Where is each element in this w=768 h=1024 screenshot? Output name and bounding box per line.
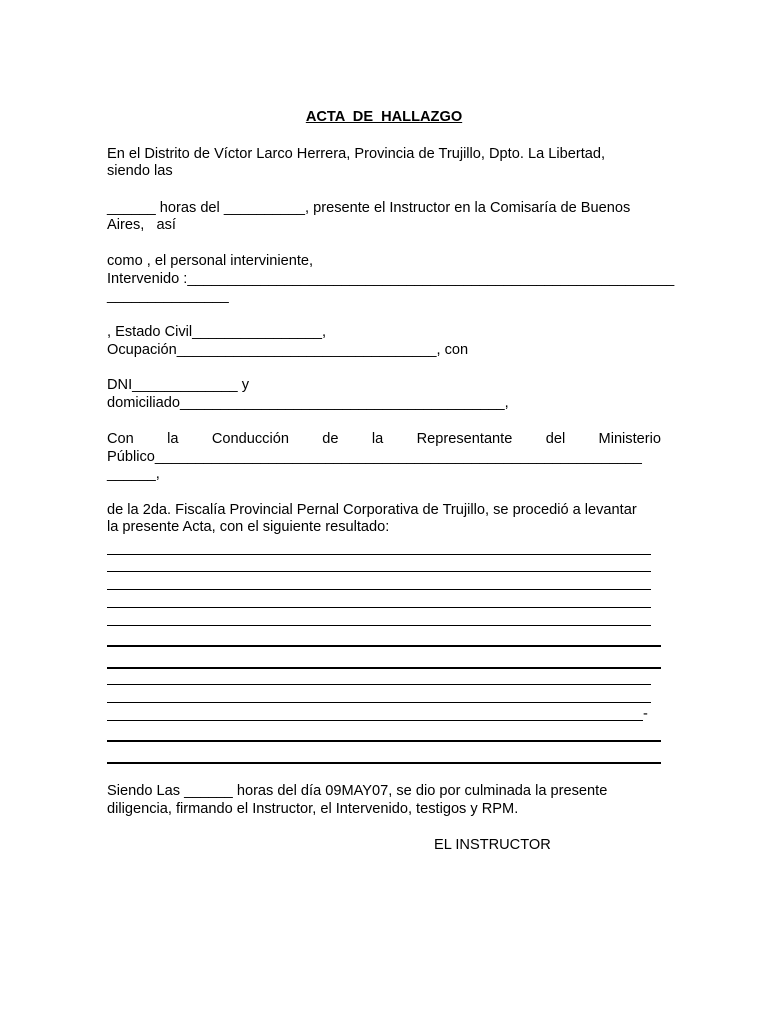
intervenido-field: Intervenido :____________________________________________________________: [107, 271, 675, 287]
paragraph-hours-line-2: Aires, así: [107, 217, 176, 233]
result-line: [107, 607, 651, 608]
dni-field: DNI_____________ y: [107, 377, 249, 393]
result-line: [107, 554, 651, 555]
result-line: [107, 684, 651, 685]
result-line: [107, 702, 651, 703]
paragraph-fiscalia-line-1: de la 2da. Fiscalía Provincial Pernal Corporativa de Trujillo, se procedió a levantar: [107, 502, 637, 518]
result-line: [107, 720, 643, 721]
result-line: [107, 571, 651, 572]
result-line-bold: [107, 740, 661, 742]
result-line-bold: [107, 667, 661, 669]
result-line-bold: [107, 645, 661, 647]
result-line: [107, 625, 651, 626]
estado-civil-field: , Estado Civil________________,: [107, 324, 327, 340]
paragraph-personnel-line-1: como , el personal interviniente,: [107, 253, 314, 269]
paragraph-hours-line-1: ______ horas del __________, presente el Instructor en la Comisaría de Buenos: [107, 200, 631, 216]
closing-line-2: diligencia, firmando el Instructor, el Intervenido, testigos y RPM.: [107, 801, 519, 817]
domicilio-field: domiciliado________________________________________,: [107, 395, 509, 411]
result-line-bold: [107, 762, 661, 764]
publico-field-continuation: ______,: [107, 466, 160, 482]
paragraph-fiscalia-line-2: la presente Acta, con el siguiente resultado:: [107, 519, 390, 535]
paragraph-district-line-1: En el Distrito de Víctor Larco Herrera, Provincia de Trujillo, Dpto. La Libertad,: [107, 146, 606, 162]
closing-line-1: Siendo Las ______ horas del día 09MAY07, se dio por culminada la presente: [107, 783, 608, 799]
result-line: [107, 589, 651, 590]
ocupacion-field: Ocupación________________________________, con: [107, 342, 469, 358]
signature-label: EL INSTRUCTOR: [434, 837, 551, 853]
paragraph-ministerio-line-1: Con la Conducción de la Representante del Ministerio: [107, 431, 661, 447]
paragraph-district-line-2: siendo las: [107, 163, 173, 179]
result-line-trailing-dash: -: [643, 706, 648, 722]
document-title: ACTA DE HALLAZGO: [305, 109, 463, 125]
intervenido-field-continuation: _______________: [107, 288, 229, 304]
publico-field: Público____________________________________________________________: [107, 449, 642, 465]
